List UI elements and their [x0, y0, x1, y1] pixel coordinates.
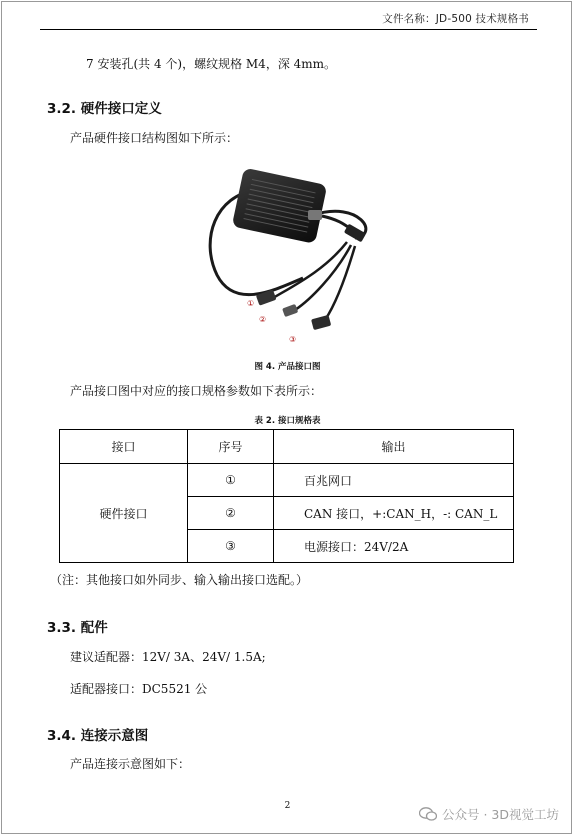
row-1-index: ① [188, 464, 274, 497]
table-2-caption: 表 2. 接口规格表 [254, 416, 321, 426]
section-3-4-intro: 产品连接示意图如下： [70, 757, 191, 771]
marker-3: ③ [289, 335, 297, 344]
table-row [60, 464, 514, 497]
table-note: （注：其他接口如外同步、输入输出接口选配。） [50, 573, 309, 587]
row-2-index: ② [188, 497, 274, 530]
section-3-2-heading: 3.2. 硬件接口定义 [47, 101, 162, 117]
watermark [419, 805, 559, 823]
table-header-row [60, 430, 514, 464]
row-2-output: CAN 接口，+:CAN_H，-: CAN_L [274, 497, 514, 530]
branch-2-cable [295, 245, 351, 310]
list-item-7: 7 安装孔(共 4 个)，螺纹规格 M4，深 4mm。 [86, 57, 337, 71]
branch-3-cable [325, 246, 355, 320]
connector-2 [282, 304, 298, 317]
marker-2: ② [259, 315, 267, 324]
interface-spec-table [59, 429, 514, 563]
connector-1 [256, 289, 277, 305]
header-index: 序号 [188, 430, 274, 464]
adapter-recommendation: 建议适配器：12V/ 3A、24V/ 1.5A; [70, 650, 266, 664]
section-3-3-heading: 3.3. 配件 [47, 620, 108, 636]
page-number: 2 [284, 801, 291, 811]
row-1-output: 百兆网口 [274, 464, 514, 497]
header-interface: 接口 [60, 430, 188, 464]
section-3-4-heading: 3.4. 连接示意图 [47, 728, 149, 744]
watermark-text: 公众号 · 3D视觉工坊 [442, 807, 559, 822]
table-intro: 产品接口图中对应的接口规格参数如下表所示： [70, 384, 323, 398]
row-3-index: ③ [188, 530, 274, 563]
section-3-2-intro: 产品硬件接口结构图如下所示： [70, 131, 239, 145]
row-3-output: 电源接口：24V/2A [274, 530, 514, 563]
document-header-title: 文件名称：JD-500 技术规格书 [382, 13, 529, 25]
marker-1: ① [247, 299, 255, 308]
connector-3 [311, 315, 331, 330]
header-rule [40, 29, 537, 30]
product-interface-photo [195, 160, 380, 350]
figure-4-caption: 图 4. 产品接口图 [254, 362, 321, 372]
group-label-cell: 硬件接口 [60, 464, 188, 563]
header-output: 输出 [274, 430, 514, 464]
wechat-icon [419, 807, 437, 821]
adapter-port: 适配器接口：DC5521 公 [70, 682, 208, 696]
body-connector [308, 210, 322, 220]
